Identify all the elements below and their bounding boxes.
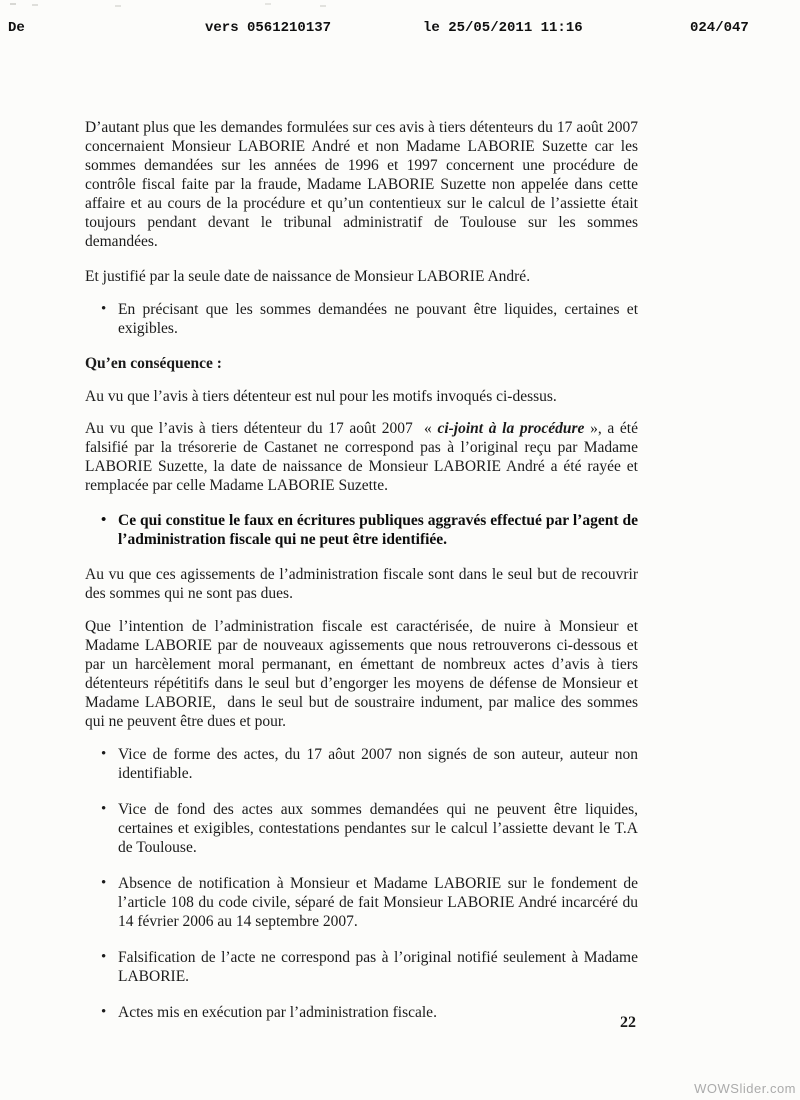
bullet-item-falsification: • Falsification de l’acte ne correspond pas à l’original notifié seulement à Madame LABORIE. bbox=[118, 948, 638, 986]
page-number: 22 bbox=[620, 1014, 636, 1031]
bullet-item-actes-execution: • Actes mis en exécution par l’administration fiscale. bbox=[118, 1003, 638, 1022]
avis-falsifie-emphasis: ci-joint à la procédure bbox=[437, 420, 585, 437]
fax-page-counter: 024/047 bbox=[690, 20, 749, 36]
bullet-list-faux bbox=[85, 511, 638, 549]
fax-from-label: De bbox=[8, 20, 25, 36]
bullet-item-faux-ecritures: • Ce qui constitue le faux en écritures publiques aggravés effectué par l’agent de l’administration fiscale qui ne peut être identifiée. bbox=[118, 511, 638, 549]
bullet-item-vice-fond: • Vice de fond des actes aux sommes demandées qui ne peuvent être liquides, certaines et exigibles, contestations pendantes sur le calcul l’assiette devant le T.A de Toulouse. bbox=[118, 800, 638, 857]
paragraph-avis-falsifie bbox=[85, 419, 638, 495]
bullet-item-absence-notification: • Absence de notification à Monsieur et Madame LABORIE sur le fondement de l’article 108 du code civile, séparé de fait Monsieur LABORIE André incarcéré du 14 février 2006 au 14 septembre 2007. bbox=[118, 874, 638, 931]
paragraph-agissements: Au vu que ces agissements de l’administration fiscale sont dans le seul but de recouvrir des sommes qui ne sont pas dues. bbox=[85, 566, 638, 602]
paragraph-intention: Que l’intention de l’administration fiscale est caractérisée, de nuire à Monsieur et Madame LABORIE par de nouveaux agissements que nous retrouverons ci-dessous et par un harcèlement moral permanant, en émettant de nombreux actes d’avis à tiers détenteurs répétitifs dans le seul but d’engorger les moyens de défense de Monsieur et Madame LABORIE, dans le seul but de soustraire indument, par malice des sommes qui ne peuvent être dues et pour. bbox=[85, 618, 638, 730]
paragraph-avis-nul: Au vu que l’avis à tiers détenteur est nul pour les motifs invoqués ci-dessus. bbox=[85, 388, 557, 405]
bullet-item-vice-forme: • Vice de forme des actes, du 17 aôut 2007 non signés de son auteur, auteur non identifiable. bbox=[118, 745, 638, 783]
paragraph-justifie: Et justifié par la seule date de naissance de Monsieur LABORIE André. bbox=[85, 268, 531, 285]
watermark: WOWSlider.com bbox=[694, 1081, 796, 1096]
fax-to-number: vers 0561210137 bbox=[205, 20, 332, 36]
fax-header bbox=[0, 20, 800, 42]
avis-falsifie-prefix: Au vu que l’avis à tiers détenteur du 17 août 2007 « bbox=[85, 420, 438, 437]
document-body bbox=[85, 118, 638, 1038]
scan-noise bbox=[10, 3, 16, 5]
bullet-list-precisant bbox=[85, 300, 638, 338]
heading-consequence: Qu’en conséquence : bbox=[85, 355, 222, 372]
paragraph-demandes: D’autant plus que les demandes formulées sur ces avis à tiers détenteurs du 17 août 2007 concernaient Monsieur LABORIE André et non Madame LABORIE Suzette car les sommes demandées sur les années de 1996 et 1997 concernent une procédure de contrôle fiscal faite par la fraude, Madame LABORIE Suzette non appelée dans cette affaire et au cours de la procédure et qu’un contentieux sur le calcul de l’assiette était toujours pendant devant le tribunal administratif de Toulouse sur les sommes demandées. bbox=[85, 119, 638, 250]
avis-falsifie-suffix: », a été falsifié par la trésorerie de Castanet ne correspond pas à l’original reçu par Madame LABORIE Suzette, la date de naissance de Monsieur LABORIE André a été rayée et remplacée par celle Madame LABORIE Suzette. bbox=[85, 420, 638, 494]
bullet-list-griefs bbox=[85, 745, 638, 1022]
fax-datetime: le 25/05/2011 11:16 bbox=[423, 20, 583, 36]
bullet-item-precisant: • En précisant que les sommes demandées ne pouvant être liquides, certaines et exigibles. bbox=[118, 300, 638, 338]
